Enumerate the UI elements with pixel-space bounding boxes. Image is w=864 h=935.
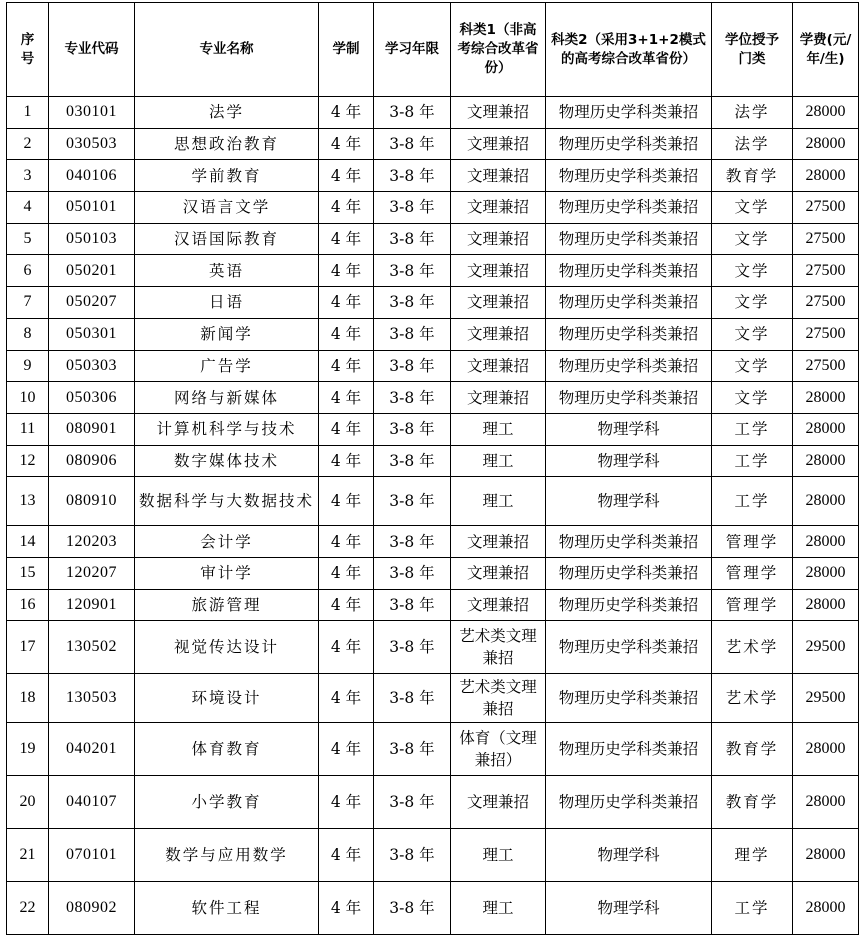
cell-years: 3-8 年 xyxy=(374,526,451,558)
cell-code: 040201 xyxy=(49,723,135,776)
cell-cat2: 物理学科 xyxy=(546,413,712,445)
table-row xyxy=(7,192,859,224)
header-seq: 序号 xyxy=(7,3,49,97)
cell-degree: 艺术学 xyxy=(712,621,793,674)
cell-duration: 4 年 xyxy=(319,255,374,287)
cell-cat2: 物理历史学科类兼招 xyxy=(546,674,712,723)
cell-seq: 8 xyxy=(7,318,49,350)
cell-years: 3-8 年 xyxy=(374,776,451,829)
cell-fee: 28000 xyxy=(793,128,859,160)
cell-code: 050303 xyxy=(49,350,135,382)
cell-name: 日语 xyxy=(135,287,319,319)
cell-cat2: 物理历史学科类兼招 xyxy=(546,350,712,382)
cell-duration: 4 年 xyxy=(319,674,374,723)
table-header-row xyxy=(7,3,859,97)
cell-years: 3-8 年 xyxy=(374,589,451,621)
cell-degree: 艺术学 xyxy=(712,674,793,723)
cell-years: 3-8 年 xyxy=(374,723,451,776)
cell-degree: 管理学 xyxy=(712,557,793,589)
cell-code: 050301 xyxy=(49,318,135,350)
cell-name: 汉语言文学 xyxy=(135,192,319,224)
cell-degree: 法学 xyxy=(712,128,793,160)
cell-name: 数字媒体技术 xyxy=(135,445,319,477)
cell-name: 审计学 xyxy=(135,557,319,589)
cell-cat1: 文理兼招 xyxy=(451,526,546,558)
cell-name: 法学 xyxy=(135,97,319,129)
table-row xyxy=(7,350,859,382)
cell-code: 050101 xyxy=(49,192,135,224)
cell-code: 130503 xyxy=(49,674,135,723)
cell-duration: 4 年 xyxy=(319,128,374,160)
cell-code: 070101 xyxy=(49,829,135,882)
cell-years: 3-8 年 xyxy=(374,557,451,589)
cell-years: 3-8 年 xyxy=(374,382,451,414)
cell-code: 030503 xyxy=(49,128,135,160)
cell-years: 3-8 年 xyxy=(374,318,451,350)
cell-cat2: 物理历史学科类兼招 xyxy=(546,589,712,621)
cell-duration: 4 年 xyxy=(319,287,374,319)
cell-duration: 4 年 xyxy=(319,223,374,255)
cell-cat2: 物理历史学科类兼招 xyxy=(546,776,712,829)
cell-name: 小学教育 xyxy=(135,776,319,829)
cell-code: 040107 xyxy=(49,776,135,829)
table-body xyxy=(7,97,859,935)
cell-duration: 4 年 xyxy=(319,589,374,621)
cell-fee: 29500 xyxy=(793,674,859,723)
cell-name: 学前教育 xyxy=(135,160,319,192)
cell-fee: 28000 xyxy=(793,413,859,445)
cell-years: 3-8 年 xyxy=(374,621,451,674)
cell-cat2: 物理历史学科类兼招 xyxy=(546,557,712,589)
cell-seq: 12 xyxy=(7,445,49,477)
cell-cat2: 物理历史学科类兼招 xyxy=(546,97,712,129)
cell-cat1: 艺术类文理兼招 xyxy=(451,674,546,723)
header-degree: 学位授予门类 xyxy=(712,3,793,97)
cell-seq: 11 xyxy=(7,413,49,445)
cell-cat1: 文理兼招 xyxy=(451,382,546,414)
cell-seq: 2 xyxy=(7,128,49,160)
cell-seq: 16 xyxy=(7,589,49,621)
table-row xyxy=(7,526,859,558)
cell-degree: 教育学 xyxy=(712,160,793,192)
cell-code: 120203 xyxy=(49,526,135,558)
cell-years: 3-8 年 xyxy=(374,413,451,445)
cell-degree: 文学 xyxy=(712,350,793,382)
cell-cat1: 文理兼招 xyxy=(451,160,546,192)
cell-degree: 文学 xyxy=(712,382,793,414)
table-row xyxy=(7,621,859,674)
cell-name: 数据科学与大数据技术 xyxy=(135,477,319,526)
cell-seq: 18 xyxy=(7,674,49,723)
cell-duration: 4 年 xyxy=(319,723,374,776)
cell-cat2: 物理历史学科类兼招 xyxy=(546,621,712,674)
cell-cat1: 文理兼招 xyxy=(451,287,546,319)
cell-name: 旅游管理 xyxy=(135,589,319,621)
cell-duration: 4 年 xyxy=(319,557,374,589)
cell-duration: 4 年 xyxy=(319,350,374,382)
cell-degree: 教育学 xyxy=(712,723,793,776)
cell-cat1: 文理兼招 xyxy=(451,589,546,621)
cell-fee: 28000 xyxy=(793,382,859,414)
cell-fee: 28000 xyxy=(793,97,859,129)
cell-fee: 28000 xyxy=(793,776,859,829)
cell-duration: 4 年 xyxy=(319,526,374,558)
cell-name: 汉语国际教育 xyxy=(135,223,319,255)
cell-degree: 文学 xyxy=(712,287,793,319)
cell-cat1: 理工 xyxy=(451,413,546,445)
cell-name: 广告学 xyxy=(135,350,319,382)
cell-code: 050103 xyxy=(49,223,135,255)
cell-cat1: 文理兼招 xyxy=(451,318,546,350)
cell-name: 英语 xyxy=(135,255,319,287)
table-row xyxy=(7,382,859,414)
cell-name: 环境设计 xyxy=(135,674,319,723)
cell-duration: 4 年 xyxy=(319,882,374,935)
cell-cat2: 物理学科 xyxy=(546,477,712,526)
cell-degree: 工学 xyxy=(712,882,793,935)
cell-cat1: 理工 xyxy=(451,829,546,882)
cell-seq: 7 xyxy=(7,287,49,319)
cell-fee: 27500 xyxy=(793,350,859,382)
cell-cat2: 物理学科 xyxy=(546,829,712,882)
cell-cat1: 文理兼招 xyxy=(451,223,546,255)
cell-code: 050201 xyxy=(49,255,135,287)
table-row xyxy=(7,97,859,129)
header-years: 学习年限 xyxy=(374,3,451,97)
cell-name: 会计学 xyxy=(135,526,319,558)
cell-code: 080902 xyxy=(49,882,135,935)
cell-code: 040106 xyxy=(49,160,135,192)
cell-fee: 28000 xyxy=(793,589,859,621)
cell-cat2: 物理历史学科类兼招 xyxy=(546,526,712,558)
cell-fee: 28000 xyxy=(793,526,859,558)
header-name: 专业名称 xyxy=(135,3,319,97)
cell-degree: 管理学 xyxy=(712,526,793,558)
cell-duration: 4 年 xyxy=(319,382,374,414)
table-row xyxy=(7,723,859,776)
cell-degree: 文学 xyxy=(712,318,793,350)
cell-name: 数学与应用数学 xyxy=(135,829,319,882)
cell-cat2: 物理历史学科类兼招 xyxy=(546,318,712,350)
cell-fee: 28000 xyxy=(793,557,859,589)
cell-fee: 27500 xyxy=(793,223,859,255)
cell-seq: 4 xyxy=(7,192,49,224)
cell-cat1: 理工 xyxy=(451,477,546,526)
cell-years: 3-8 年 xyxy=(374,350,451,382)
cell-duration: 4 年 xyxy=(319,445,374,477)
cell-cat2: 物理历史学科类兼招 xyxy=(546,223,712,255)
cell-code: 120901 xyxy=(49,589,135,621)
cell-duration: 4 年 xyxy=(319,160,374,192)
cell-name: 体育教育 xyxy=(135,723,319,776)
table-row xyxy=(7,160,859,192)
cell-duration: 4 年 xyxy=(319,829,374,882)
table-row xyxy=(7,413,859,445)
cell-years: 3-8 年 xyxy=(374,255,451,287)
cell-degree: 教育学 xyxy=(712,776,793,829)
cell-seq: 13 xyxy=(7,477,49,526)
cell-cat1: 文理兼招 xyxy=(451,192,546,224)
cell-code: 030101 xyxy=(49,97,135,129)
cell-cat1: 体育（文理兼招） xyxy=(451,723,546,776)
cell-name: 思想政治教育 xyxy=(135,128,319,160)
cell-cat2: 物理历史学科类兼招 xyxy=(546,128,712,160)
cell-fee: 27500 xyxy=(793,192,859,224)
table-row xyxy=(7,674,859,723)
table-row xyxy=(7,287,859,319)
cell-duration: 4 年 xyxy=(319,621,374,674)
table-row xyxy=(7,128,859,160)
cell-seq: 9 xyxy=(7,350,49,382)
cell-code: 080906 xyxy=(49,445,135,477)
cell-years: 3-8 年 xyxy=(374,223,451,255)
cell-degree: 法学 xyxy=(712,97,793,129)
cell-years: 3-8 年 xyxy=(374,287,451,319)
cell-fee: 28000 xyxy=(793,477,859,526)
cell-name: 网络与新媒体 xyxy=(135,382,319,414)
cell-fee: 27500 xyxy=(793,287,859,319)
cell-cat1: 理工 xyxy=(451,882,546,935)
cell-duration: 4 年 xyxy=(319,477,374,526)
cell-years: 3-8 年 xyxy=(374,128,451,160)
table-row xyxy=(7,829,859,882)
cell-name: 计算机科学与技术 xyxy=(135,413,319,445)
cell-years: 3-8 年 xyxy=(374,674,451,723)
cell-duration: 4 年 xyxy=(319,318,374,350)
cell-cat1: 艺术类文理兼招 xyxy=(451,621,546,674)
cell-seq: 3 xyxy=(7,160,49,192)
cell-degree: 理学 xyxy=(712,829,793,882)
header-duration: 学制 xyxy=(319,3,374,97)
header-cat2: 科类2（采用3+1+2模式的高考综合改革省份） xyxy=(546,3,712,97)
cell-seq: 21 xyxy=(7,829,49,882)
cell-fee: 28000 xyxy=(793,882,859,935)
cell-fee: 27500 xyxy=(793,255,859,287)
cell-years: 3-8 年 xyxy=(374,829,451,882)
header-fee: 学费(元/年/生) xyxy=(793,3,859,97)
cell-code: 130502 xyxy=(49,621,135,674)
cell-degree: 工学 xyxy=(712,477,793,526)
table-row xyxy=(7,557,859,589)
cell-cat2: 物理历史学科类兼招 xyxy=(546,192,712,224)
cell-cat1: 文理兼招 xyxy=(451,97,546,129)
cell-cat1: 文理兼招 xyxy=(451,557,546,589)
table-row xyxy=(7,776,859,829)
cell-years: 3-8 年 xyxy=(374,445,451,477)
cell-degree: 工学 xyxy=(712,413,793,445)
cell-code: 080910 xyxy=(49,477,135,526)
cell-seq: 14 xyxy=(7,526,49,558)
cell-years: 3-8 年 xyxy=(374,192,451,224)
cell-duration: 4 年 xyxy=(319,192,374,224)
cell-seq: 10 xyxy=(7,382,49,414)
majors-table-container xyxy=(6,2,859,935)
cell-seq: 15 xyxy=(7,557,49,589)
cell-fee: 29500 xyxy=(793,621,859,674)
cell-degree: 工学 xyxy=(712,445,793,477)
header-code: 专业代码 xyxy=(49,3,135,97)
cell-fee: 28000 xyxy=(793,445,859,477)
cell-cat2: 物理学科 xyxy=(546,882,712,935)
cell-degree: 文学 xyxy=(712,223,793,255)
cell-cat1: 文理兼招 xyxy=(451,350,546,382)
cell-duration: 4 年 xyxy=(319,413,374,445)
cell-seq: 22 xyxy=(7,882,49,935)
table-row xyxy=(7,318,859,350)
table-row xyxy=(7,882,859,935)
cell-seq: 17 xyxy=(7,621,49,674)
cell-cat2: 物理历史学科类兼招 xyxy=(546,255,712,287)
cell-fee: 28000 xyxy=(793,829,859,882)
cell-cat2: 物理历史学科类兼招 xyxy=(546,160,712,192)
cell-seq: 5 xyxy=(7,223,49,255)
cell-cat1: 理工 xyxy=(451,445,546,477)
cell-cat1: 文理兼招 xyxy=(451,776,546,829)
table-row xyxy=(7,255,859,287)
cell-cat1: 文理兼招 xyxy=(451,128,546,160)
cell-cat2: 物理历史学科类兼招 xyxy=(546,382,712,414)
cell-degree: 文学 xyxy=(712,192,793,224)
cell-duration: 4 年 xyxy=(319,776,374,829)
cell-code: 050306 xyxy=(49,382,135,414)
cell-fee: 27500 xyxy=(793,318,859,350)
cell-years: 3-8 年 xyxy=(374,882,451,935)
cell-code: 120207 xyxy=(49,557,135,589)
cell-degree: 管理学 xyxy=(712,589,793,621)
cell-fee: 28000 xyxy=(793,160,859,192)
table-row xyxy=(7,223,859,255)
cell-code: 080901 xyxy=(49,413,135,445)
cell-degree: 文学 xyxy=(712,255,793,287)
cell-years: 3-8 年 xyxy=(374,97,451,129)
cell-seq: 1 xyxy=(7,97,49,129)
cell-name: 视觉传达设计 xyxy=(135,621,319,674)
cell-years: 3-8 年 xyxy=(374,160,451,192)
cell-code: 050207 xyxy=(49,287,135,319)
cell-seq: 19 xyxy=(7,723,49,776)
cell-cat2: 物理历史学科类兼招 xyxy=(546,287,712,319)
table-row xyxy=(7,445,859,477)
majors-table xyxy=(6,2,859,935)
cell-cat1: 文理兼招 xyxy=(451,255,546,287)
cell-name: 软件工程 xyxy=(135,882,319,935)
cell-cat2: 物理学科 xyxy=(546,445,712,477)
table-row xyxy=(7,589,859,621)
table-row xyxy=(7,477,859,526)
cell-duration: 4 年 xyxy=(319,97,374,129)
cell-cat2: 物理历史学科类兼招 xyxy=(546,723,712,776)
cell-fee: 28000 xyxy=(793,723,859,776)
cell-name: 新闻学 xyxy=(135,318,319,350)
cell-years: 3-8 年 xyxy=(374,477,451,526)
cell-seq: 20 xyxy=(7,776,49,829)
cell-seq: 6 xyxy=(7,255,49,287)
header-cat1: 科类1（非高考综合改革省份） xyxy=(451,3,546,97)
